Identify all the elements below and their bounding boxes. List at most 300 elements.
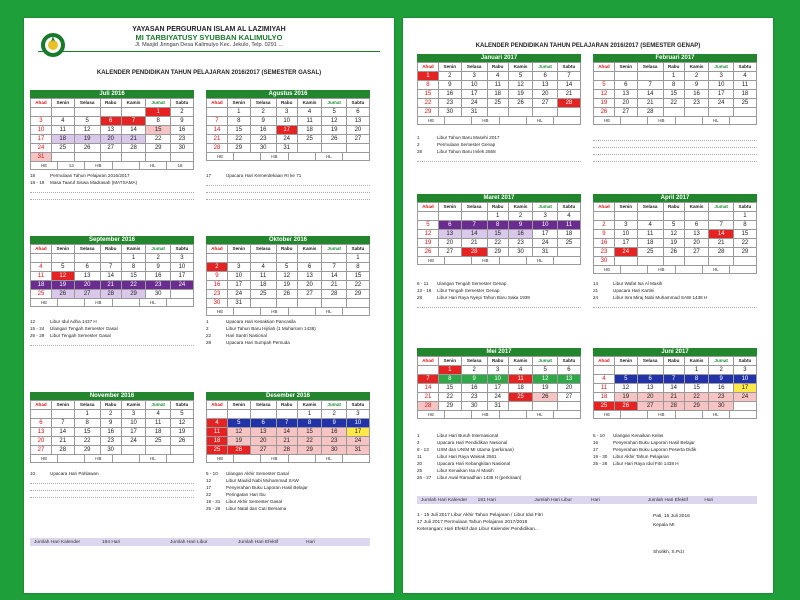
month-notes	[206, 318, 370, 346]
sheet-title: KALENDER PENDIDIKAN TAHUN PELAJARAN 2016/2017 (SEMESTER GASAL)	[96, 70, 322, 76]
date-cell: 20	[346, 126, 369, 135]
month-totals	[417, 257, 581, 265]
note-text: Penyerahan Buku Laporan Hasil Belajar	[613, 440, 695, 445]
note-text: Libur Awal Ramadhan 1438 H (perkiraan)	[437, 475, 522, 480]
date-cell: 16	[709, 384, 733, 393]
date-cell: 30	[250, 144, 276, 153]
day-header: Selasa	[74, 245, 100, 254]
date-cell: 22	[438, 393, 461, 402]
note-row	[593, 460, 757, 467]
note-date: 12	[206, 478, 212, 483]
date-cell	[31, 108, 52, 117]
note-row	[206, 339, 370, 346]
summary-item: Jumlah Hari Kalender	[34, 539, 81, 545]
date-cell: 8	[684, 375, 709, 384]
day-header: Rabu	[487, 203, 508, 212]
total-cell: HE	[207, 153, 234, 160]
day-header: Kamis	[684, 357, 709, 366]
month-calendar	[206, 236, 370, 316]
day-header: Jumat	[322, 401, 346, 410]
right-calendar-sheet	[403, 18, 773, 593]
date-cell: 6	[297, 263, 322, 272]
summary-item: 184 Hari	[102, 539, 121, 545]
month-totals	[593, 411, 757, 419]
date-cell	[207, 254, 228, 263]
date-cell: 18	[637, 239, 663, 248]
month-notes	[30, 470, 194, 498]
date-cell: 6	[438, 221, 461, 230]
note-text: Hari Santri Nasional	[226, 333, 267, 338]
date-cell	[663, 108, 684, 117]
day-header: Sabtu	[733, 63, 756, 72]
note-date: 5 - 10	[206, 471, 218, 476]
date-cell: 10	[31, 126, 52, 135]
month-calendar	[417, 194, 581, 265]
note-row	[593, 432, 757, 439]
date-cell: 1	[733, 212, 756, 221]
note-text: Libur Tahun Baru Hijriah (1 Muharram 1438)	[226, 326, 316, 331]
month-grid	[593, 356, 757, 411]
date-cell	[733, 402, 756, 411]
date-cell: 28	[709, 248, 733, 257]
note-date: 26 - 29	[30, 333, 45, 338]
total-cell	[234, 308, 261, 315]
date-cell: 9	[100, 419, 121, 428]
note-text: Libur Hari Raya Nyepi Tahun Baru Saka 1939	[437, 295, 530, 300]
date-cell: 11	[31, 272, 52, 281]
total-cell	[234, 153, 261, 160]
date-cell: 23	[684, 99, 709, 108]
date-cell: 29	[346, 290, 369, 299]
school-header	[24, 18, 394, 52]
date-cell: 14	[461, 230, 487, 239]
date-cell: 21	[709, 239, 733, 248]
date-cell: 31	[461, 108, 487, 117]
total-cell: HL	[316, 455, 343, 462]
date-cell: 21	[207, 135, 228, 144]
date-cell: 26	[508, 99, 533, 108]
note-row	[417, 301, 581, 308]
month-grid	[417, 62, 581, 117]
note-text: Upacara Hari Pendidikan Nasional	[437, 440, 508, 445]
day-header: Sabtu	[346, 99, 369, 108]
date-cell: 20	[637, 393, 663, 402]
date-cell: 19	[614, 393, 637, 402]
date-cell	[121, 108, 146, 117]
date-cell: 18	[250, 281, 276, 290]
date-cell	[663, 257, 684, 266]
date-cell: 20	[684, 239, 709, 248]
date-cell	[31, 254, 52, 263]
total-cell: HB	[261, 455, 288, 462]
day-header: Jumat	[709, 357, 733, 366]
date-cell: 17	[31, 135, 52, 144]
date-cell: 4	[146, 410, 170, 419]
month-calendar	[593, 194, 757, 274]
day-header: Sabtu	[170, 99, 193, 108]
date-cell: 5	[170, 410, 193, 419]
date-cell: 31	[487, 402, 508, 411]
total-cell	[621, 117, 648, 124]
note-date: 17	[206, 173, 212, 178]
note-row	[206, 484, 370, 491]
month-calendar	[593, 54, 757, 125]
date-cell: 17	[614, 239, 637, 248]
date-cell: 9	[250, 117, 276, 126]
total-cell	[554, 411, 580, 418]
total-cell	[167, 299, 193, 306]
total-cell	[343, 153, 369, 160]
date-cell: 23	[170, 135, 193, 144]
note-date: 20	[417, 461, 423, 466]
date-cell: 24	[346, 437, 369, 446]
date-cell: 29	[487, 248, 508, 257]
total-cell	[113, 299, 140, 306]
note-date: 18 - 19	[30, 180, 45, 185]
note-text: Libur Tengah Semester Genap	[437, 288, 500, 293]
date-cell	[51, 410, 74, 419]
month-grid	[593, 62, 757, 117]
date-cell: 16	[461, 384, 487, 393]
total-cell	[554, 117, 580, 124]
note-text: Permulaan Tahun Pelajaran 2016/2017	[50, 173, 130, 178]
date-cell: 7	[207, 117, 228, 126]
date-cell: 23	[146, 281, 170, 290]
date-cell: 8	[146, 117, 170, 126]
month-notes	[206, 470, 370, 512]
note-text: Libur Tahun Baru Masehi 2017	[437, 135, 500, 140]
date-cell	[250, 254, 276, 263]
total-cell: HE	[31, 299, 58, 306]
date-cell: 23	[207, 290, 228, 299]
day-header: Senin	[614, 357, 637, 366]
date-cell	[121, 446, 146, 455]
total-cell	[445, 257, 472, 264]
total-cell: HE	[418, 117, 445, 124]
date-cell: 8	[297, 419, 322, 428]
next-year-note: 17 Juli 2017 Permulaan Tahun Pelajaran 2017/2018	[417, 520, 528, 525]
date-cell: 28	[51, 446, 74, 455]
day-header: Ahad	[31, 401, 52, 410]
date-cell: 12	[170, 419, 193, 428]
total-cell	[730, 266, 756, 273]
month-totals	[30, 455, 194, 463]
date-cell: 29	[146, 144, 170, 153]
date-cell: 21	[51, 437, 74, 446]
date-cell: 14	[51, 428, 74, 437]
date-cell	[170, 290, 193, 299]
date-cell: 13	[637, 384, 663, 393]
date-cell: 5	[227, 419, 250, 428]
date-cell: 14	[276, 428, 297, 437]
date-cell: 20	[438, 239, 461, 248]
note-text: Upacara Hari Sumpah Pemuda	[226, 340, 290, 345]
total-cell	[113, 455, 140, 462]
note-date: 6 - 11	[417, 281, 429, 286]
month-grid	[417, 202, 581, 257]
month-grid	[30, 400, 194, 455]
total-cell: HB	[472, 411, 499, 418]
day-header: Rabu	[663, 63, 684, 72]
note-row	[417, 439, 581, 446]
date-cell: 23	[250, 135, 276, 144]
next-year-notes	[417, 512, 617, 533]
date-cell: 5	[51, 263, 74, 272]
date-cell: 30	[461, 402, 487, 411]
day-header: Selasa	[250, 99, 276, 108]
note-date: 13 - 16	[417, 288, 432, 293]
total-cell: HL	[703, 411, 730, 418]
day-header: Senin	[438, 357, 461, 366]
date-cell: 2	[146, 254, 170, 263]
day-header: Kamis	[121, 245, 146, 254]
date-cell: 9	[207, 272, 228, 281]
date-cell: 6	[637, 375, 663, 384]
date-cell: 1	[74, 410, 100, 419]
total-cell: HB	[85, 162, 112, 169]
date-cell: 14	[709, 230, 733, 239]
day-header: Ahad	[418, 357, 439, 366]
date-cell: 11	[637, 230, 663, 239]
total-cell: HE	[31, 455, 58, 462]
date-cell: 5	[533, 366, 557, 375]
date-cell: 29	[418, 108, 439, 117]
date-cell: 11	[557, 221, 580, 230]
note-row	[417, 287, 581, 294]
day-header: Jumat	[146, 401, 170, 410]
note-row	[30, 186, 194, 193]
month-calendar	[417, 54, 581, 125]
date-cell: 24	[614, 248, 637, 257]
summary-item: Jumlah Hari Efektif	[238, 539, 279, 545]
date-cell	[121, 153, 146, 162]
date-cell: 29	[227, 144, 250, 153]
date-cell: 21	[322, 281, 346, 290]
date-cell: 31	[533, 248, 557, 257]
note-date: 25 - 26	[206, 506, 221, 511]
date-cell: 5	[322, 108, 346, 117]
date-cell: 31	[346, 446, 369, 455]
date-cell: 31	[276, 144, 297, 153]
date-cell	[322, 254, 346, 263]
date-cell: 12	[276, 272, 297, 281]
note-text: Libur Natal dan Cuti Bersama	[226, 506, 287, 511]
date-cell: 9	[684, 81, 709, 90]
date-cell: 24	[533, 239, 557, 248]
date-cell	[508, 108, 533, 117]
day-header: Selasa	[461, 203, 487, 212]
date-cell: 28	[418, 402, 439, 411]
note-row	[417, 294, 581, 301]
date-cell	[663, 212, 684, 221]
next-year-note: 1 - 15 Juli 2017 Libur Akhir Tahun Pelajaran / Libur Idul Fitri	[417, 513, 543, 518]
note-date: 12	[30, 319, 36, 324]
day-header: Sabtu	[557, 203, 580, 212]
date-cell: 14	[121, 126, 146, 135]
date-cell	[276, 410, 297, 419]
date-cell: 30	[146, 290, 170, 299]
note-date: 21	[593, 288, 599, 293]
date-cell: 14	[322, 272, 346, 281]
month-calendar	[206, 90, 370, 161]
note-row	[206, 470, 370, 477]
note-text: Libur Tahun Baru Imlek 2568	[437, 149, 496, 154]
date-cell: 6	[557, 366, 580, 375]
day-header: Jumat	[146, 245, 170, 254]
date-cell	[637, 72, 663, 81]
total-cell: HE	[207, 308, 234, 315]
date-cell	[533, 108, 557, 117]
month-totals	[30, 162, 194, 170]
school-name: MI TARBIYATUSY SYUBBAN KALIMULYO	[135, 33, 283, 42]
date-cell	[557, 248, 580, 257]
date-cell: 24	[170, 281, 193, 290]
date-cell: 29	[733, 248, 756, 257]
note-date: 11	[417, 454, 422, 459]
date-cell	[297, 254, 322, 263]
date-cell: 5	[594, 81, 615, 90]
note-row	[417, 474, 581, 481]
date-cell: 28	[121, 144, 146, 153]
month-title: Juli 2016	[30, 90, 194, 98]
total-cell	[167, 455, 193, 462]
day-header: Senin	[227, 401, 250, 410]
date-cell: 17	[121, 428, 146, 437]
total-cell: HL	[527, 117, 554, 124]
date-cell: 9	[322, 419, 346, 428]
note-date: 22	[206, 492, 212, 497]
date-cell: 12	[51, 272, 74, 281]
date-cell: 4	[487, 72, 508, 81]
date-cell: 29	[684, 402, 709, 411]
note-date: 28	[206, 340, 212, 345]
note-row	[30, 325, 194, 332]
month-notes	[30, 318, 194, 346]
date-cell: 13	[297, 272, 322, 281]
month-calendar	[206, 392, 370, 463]
date-cell: 7	[322, 263, 346, 272]
date-cell: 12	[418, 230, 439, 239]
day-header: Ahad	[207, 245, 228, 254]
date-cell: 11	[733, 81, 756, 90]
date-cell: 2	[438, 72, 461, 81]
note-row	[593, 439, 757, 446]
date-cell	[146, 153, 170, 162]
note-row	[206, 179, 370, 186]
date-cell: 5	[74, 117, 100, 126]
date-cell: 22	[297, 437, 322, 446]
date-cell: 11	[207, 428, 228, 437]
total-cell: HL	[527, 411, 554, 418]
date-cell: 1	[297, 410, 322, 419]
note-row	[417, 148, 581, 155]
date-cell: 2	[709, 366, 733, 375]
note-row	[206, 332, 370, 339]
date-cell: 10	[461, 81, 487, 90]
note-text: Ulangan Tengah Semester Genap	[437, 281, 507, 286]
day-header: Sabtu	[733, 203, 756, 212]
date-cell: 26	[418, 248, 439, 257]
day-header: Kamis	[297, 245, 322, 254]
date-cell: 13	[533, 81, 557, 90]
sheet-title: KALENDER PENDIDIKAN TAHUN PELAJARAN 2016/2017 (SEMESTER GENAP)	[475, 43, 701, 49]
total-cell: HB	[648, 411, 675, 418]
date-cell: 30	[322, 446, 346, 455]
note-row	[30, 477, 194, 484]
date-cell: 25	[146, 437, 170, 446]
date-cell: 1	[487, 212, 508, 221]
date-cell: 11	[487, 81, 508, 90]
date-cell: 17	[227, 281, 250, 290]
date-cell	[614, 366, 637, 375]
day-header: Ahad	[418, 203, 439, 212]
note-date: 17	[593, 447, 599, 452]
day-header: Jumat	[709, 203, 733, 212]
date-cell: 21	[100, 281, 121, 290]
total-cell	[343, 308, 369, 315]
summary-item: Jumlah Hari Libur	[170, 539, 208, 545]
date-cell: 6	[684, 221, 709, 230]
note-text: Upacara Hari Kemerdekaan RI ke 71	[226, 173, 302, 178]
note-date: 1	[206, 319, 209, 324]
date-cell: 11	[250, 272, 276, 281]
date-cell	[322, 144, 346, 153]
date-cell: 15	[663, 90, 684, 99]
semester-summary-bar	[417, 496, 757, 504]
date-cell: 4	[297, 108, 322, 117]
date-cell: 16	[508, 230, 533, 239]
date-cell	[684, 212, 709, 221]
note-text: Ulangan Tengah Semester Gasal	[50, 326, 118, 331]
date-cell: 1	[684, 366, 709, 375]
date-cell: 10	[121, 419, 146, 428]
note-date: 2	[417, 440, 420, 445]
signature-block	[653, 512, 690, 557]
date-cell: 25	[508, 393, 533, 402]
date-cell: 1	[418, 72, 439, 81]
date-cell: 17	[346, 428, 369, 437]
date-cell: 22	[684, 393, 709, 402]
date-cell: 26	[227, 446, 250, 455]
date-cell: 20	[614, 99, 637, 108]
date-cell: 28	[207, 144, 228, 153]
month-calendar	[30, 392, 194, 463]
date-cell: 26	[170, 437, 193, 446]
total-cell: HL	[703, 266, 730, 273]
date-cell	[31, 410, 52, 419]
date-cell	[250, 299, 276, 308]
date-cell: 4	[31, 263, 52, 272]
date-cell	[100, 254, 121, 263]
day-header: Rabu	[276, 99, 297, 108]
date-cell: 17	[533, 230, 557, 239]
date-cell: 24	[276, 135, 297, 144]
date-cell	[533, 402, 557, 411]
date-cell	[594, 72, 615, 81]
date-cell: 9	[594, 230, 615, 239]
note-date: 18	[30, 173, 36, 178]
date-cell: 2	[684, 72, 709, 81]
note-date: 8 - 13	[417, 447, 429, 452]
date-cell: 26	[74, 144, 100, 153]
date-cell: 3	[170, 254, 193, 263]
date-cell: 27	[250, 446, 276, 455]
date-cell: 20	[250, 437, 276, 446]
day-header: Jumat	[709, 63, 733, 72]
date-cell: 2	[170, 108, 193, 117]
date-cell: 13	[31, 428, 52, 437]
day-header: Selasa	[637, 203, 663, 212]
